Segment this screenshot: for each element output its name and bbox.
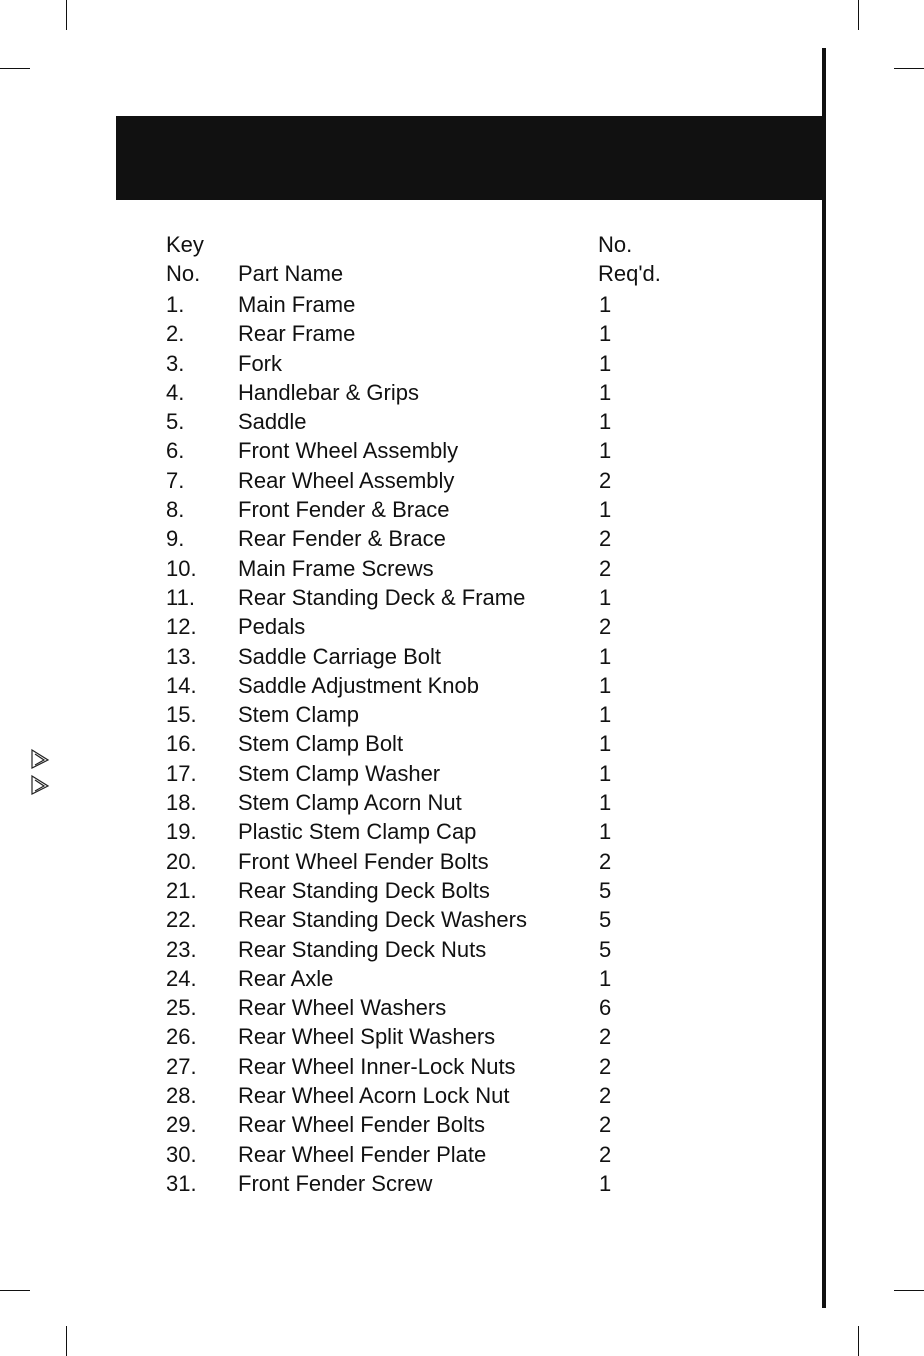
parts-list-table	[166, 230, 726, 1198]
crop-mark-top-left-vertical	[66, 0, 67, 30]
part-name: Saddle	[238, 409, 307, 435]
key-header-line2: No.	[166, 261, 201, 286]
part-qty: 1	[599, 731, 612, 757]
part-name: Front Wheel Fender Bolts	[238, 848, 489, 874]
part-name: Rear Wheel Fender Plate	[238, 1141, 487, 1167]
part-name: Saddle Carriage Bolt	[238, 643, 442, 669]
part-name: Rear Wheel Acorn Lock Nut	[238, 1083, 510, 1109]
part-qty: 1	[599, 321, 612, 347]
part-key-no: 29.	[166, 1112, 197, 1138]
part-name: Main Frame	[238, 292, 356, 317]
part-name: Stem Clamp Acorn Nut	[238, 790, 462, 816]
part-name: Rear Wheel Fender Bolts	[238, 1112, 485, 1138]
part-key-no: 6.	[166, 438, 185, 464]
part-name: Handlebar & Grips	[238, 379, 419, 405]
part-key-no: 18.	[166, 790, 197, 816]
part-name: Fork	[238, 350, 282, 376]
part-key-no: 17.	[166, 760, 197, 786]
part-qty: 2	[599, 1053, 612, 1079]
part-name-header	[238, 230, 598, 288]
right-margin-rule	[822, 48, 826, 1308]
table-row	[166, 524, 726, 553]
table-row	[166, 319, 726, 348]
part-name: Rear Frame	[238, 321, 356, 347]
part-key-no: 31.	[166, 1170, 197, 1196]
part-name: Rear Standing Deck Washers	[238, 907, 527, 933]
part-qty: 2	[599, 1112, 612, 1138]
part-qty: 1	[599, 790, 612, 816]
part-name: Rear Standing Deck Nuts	[238, 936, 487, 962]
table-row	[166, 554, 726, 583]
part-name: Rear Fender & Brace	[238, 526, 446, 552]
part-key-no: 2.	[166, 321, 185, 347]
part-name: Rear Standing Deck Bolts	[238, 877, 490, 903]
part-key-no: 11.	[166, 584, 195, 610]
part-key-no: 24.	[166, 965, 197, 991]
part-name: Rear Wheel Assembly	[238, 467, 455, 493]
part-name: Rear Wheel Inner-Lock Nuts	[238, 1053, 516, 1079]
crop-mark-top-right-horizontal	[894, 68, 924, 69]
part-name: Stem Clamp Washer	[238, 760, 441, 786]
part-qty: 1	[599, 819, 612, 845]
part-qty: 1	[599, 760, 612, 786]
part-key-no: 22.	[166, 907, 197, 933]
part-name-header-text: Part Name	[238, 261, 344, 286]
part-qty: 1	[599, 965, 612, 991]
table-row	[166, 700, 726, 729]
table-row	[166, 612, 726, 641]
table-row	[166, 847, 726, 876]
table-row	[166, 290, 726, 319]
parts-rows	[166, 290, 726, 1198]
part-qty: 5	[599, 877, 612, 903]
table-row	[166, 1140, 726, 1169]
part-qty: 1	[599, 672, 612, 698]
table-row	[166, 788, 726, 817]
part-key-no: 8.	[166, 497, 185, 523]
part-name: Front Wheel Assembly	[238, 438, 459, 464]
part-key-no: 5.	[166, 409, 185, 435]
part-key-no: 20.	[166, 848, 197, 874]
crop-mark-bottom-right-horizontal	[894, 1290, 924, 1291]
part-name: Front Fender & Brace	[238, 497, 450, 523]
part-key-no: 26.	[166, 1024, 197, 1050]
part-qty: 1	[599, 584, 612, 610]
part-qty: 5	[599, 907, 612, 933]
table-row	[166, 1110, 726, 1139]
part-name: Rear Standing Deck & Frame	[238, 584, 526, 610]
table-row	[166, 407, 726, 436]
part-qty: 2	[599, 555, 612, 581]
part-key-no: 15.	[166, 702, 197, 728]
table-row	[166, 935, 726, 964]
part-qty: 2	[599, 1083, 612, 1109]
part-key-no: 19.	[166, 819, 197, 845]
part-name: Main Frame Screws	[238, 555, 434, 581]
table-row	[166, 671, 726, 700]
part-name: Plastic Stem Clamp Cap	[238, 819, 477, 845]
part-qty: 2	[599, 848, 612, 874]
part-qty: 1	[599, 702, 612, 728]
part-key-no: 13.	[166, 643, 197, 669]
part-key-no: 23.	[166, 936, 197, 962]
part-qty: 6	[599, 995, 612, 1021]
part-key-no: 27.	[166, 1053, 197, 1079]
part-qty: 2	[599, 1024, 612, 1050]
part-name: Pedals	[238, 614, 306, 640]
table-row	[166, 964, 726, 993]
crop-mark-bottom-left-horizontal	[0, 1290, 30, 1291]
part-key-no: 7.	[166, 467, 185, 493]
table-row	[166, 876, 726, 905]
part-name: Stem Clamp Bolt	[238, 731, 404, 757]
part-qty: 1	[599, 1170, 612, 1196]
table-row	[166, 349, 726, 378]
part-name: Stem Clamp	[238, 702, 360, 728]
key-header-line1: Key	[166, 232, 204, 257]
part-key-no: 16.	[166, 731, 197, 757]
table-row	[166, 1052, 726, 1081]
qty-header-line1: No.	[598, 232, 633, 257]
table-row	[166, 729, 726, 758]
table-row	[166, 759, 726, 788]
table-row	[166, 466, 726, 495]
part-qty: 1	[599, 497, 612, 523]
crop-mark-top-left-horizontal	[0, 68, 30, 69]
part-name: Rear Wheel Washers	[238, 995, 447, 1021]
part-key-no: 30.	[166, 1141, 197, 1167]
part-key-no: 25.	[166, 995, 197, 1021]
part-name: Saddle Adjustment Knob	[238, 672, 479, 698]
part-key-no: 21.	[166, 877, 197, 903]
table-header	[166, 230, 726, 288]
header-band	[116, 116, 824, 200]
table-row	[166, 378, 726, 407]
qty-header-line2: Req'd.	[598, 261, 661, 286]
crop-mark-bottom-right-vertical	[858, 1326, 859, 1356]
table-row	[166, 1081, 726, 1110]
part-key-no: 14.	[166, 672, 197, 698]
table-row	[166, 1022, 726, 1051]
part-qty: 1	[599, 643, 612, 669]
part-key-no: 1.	[166, 292, 185, 317]
crop-mark-top-right-vertical	[858, 0, 859, 30]
registration-mark-icon	[30, 746, 52, 798]
table-row	[166, 993, 726, 1022]
qty-header	[598, 230, 698, 288]
part-key-no: 3.	[166, 350, 185, 376]
crop-mark-bottom-left-vertical	[66, 1326, 67, 1356]
part-key-no: 28.	[166, 1083, 197, 1109]
part-qty: 1	[599, 292, 612, 317]
part-qty: 1	[599, 438, 612, 464]
table-row	[166, 436, 726, 465]
part-name: Rear Wheel Split Washers	[238, 1024, 496, 1050]
table-row	[166, 495, 726, 524]
part-key-no: 12.	[166, 614, 197, 640]
part-key-no: 9.	[166, 526, 185, 552]
part-qty: 1	[599, 379, 612, 405]
part-qty: 2	[599, 526, 612, 552]
part-name: Front Fender Screw	[238, 1170, 433, 1196]
part-name: Rear Axle	[238, 965, 334, 991]
part-qty: 1	[599, 409, 612, 435]
table-row	[166, 1169, 726, 1198]
table-row	[166, 817, 726, 846]
part-key-no: 4.	[166, 379, 185, 405]
part-key-no: 10.	[166, 555, 197, 581]
part-qty: 2	[599, 467, 612, 493]
table-row	[166, 905, 726, 934]
table-row	[166, 583, 726, 612]
part-qty: 1	[599, 350, 612, 376]
part-qty: 2	[599, 1141, 612, 1167]
table-row	[166, 642, 726, 671]
key-no-header	[166, 230, 238, 288]
part-qty: 5	[599, 936, 612, 962]
part-qty: 2	[599, 614, 612, 640]
